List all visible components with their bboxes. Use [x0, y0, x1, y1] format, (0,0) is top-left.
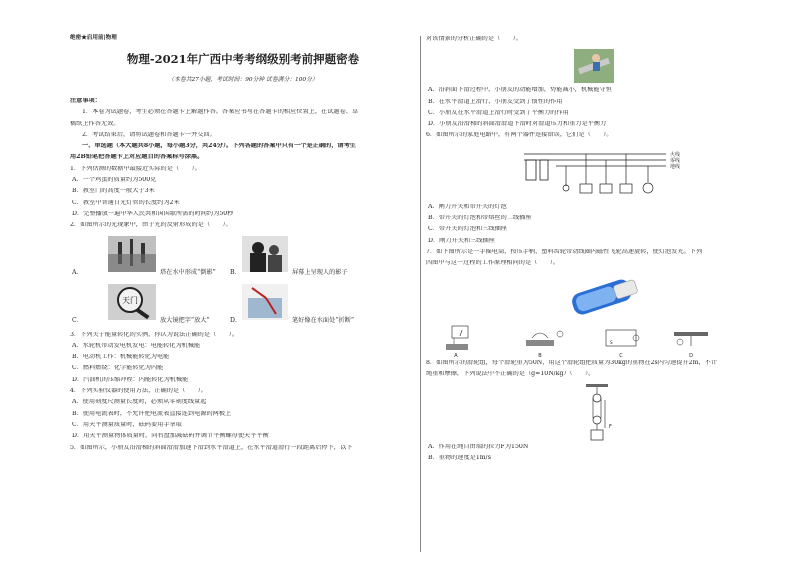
magnifier-photo — [108, 284, 156, 320]
q4-stem: 4．下列实验仪器的使用方法，正确的是（ ）。 — [70, 388, 207, 395]
q5-stem-continued: 对该情景的分析正确的是（ ）。 — [426, 36, 522, 42]
q6-option: D．闸刀开关和三线插座 — [428, 237, 495, 244]
q1-stem: 1．下列估测的数据中最接近实际的是（ ）。 — [70, 165, 201, 172]
q1-option: D．完整播放一遍中华人民共和国国歌所需的时间约为50秒 — [72, 210, 234, 217]
exam-meta: （本卷共27小题，考试时间：90分钟 试卷满分：100分） — [168, 77, 318, 83]
left-column — [70, 36, 416, 456]
notes-heading: 注意事项： — [70, 98, 101, 104]
q5-option: B．在水平滑道上滑行，小朋友受到了惯性的作用 — [428, 98, 563, 105]
wire-label-ground: 地线 — [670, 163, 681, 170]
q3-option: D．汽油机的压缩冲程：内能转化为机械能 — [72, 376, 189, 383]
q2-option-d-text: 笔好像在水面处“折断” — [292, 316, 355, 324]
q3-option: C．燃料燃烧：化学能转化为内能 — [72, 365, 164, 372]
q6-stem: 6．如图所示的家庭电路中，有两个器件连接错误，它们是（ ）。 — [426, 132, 613, 139]
q2-option-b-letter: B． — [230, 268, 241, 276]
q8-stem-continued: 绳重和摩擦，下列说法中不正确的是（g=10N/kg）（ ）。 — [426, 370, 595, 377]
q8-option: B．重物的速度是1m/s — [428, 455, 491, 462]
q7-option-figures — [426, 324, 772, 358]
tower-reflection-photo — [108, 236, 156, 272]
q1-option: C．教室中普通日光灯管的长度约为2米 — [72, 199, 180, 206]
note-line: 1．本卷为试题卷，考生必须在答题卡上解题作答。答案应书写在答题卡的相应位置上，在试题卷、草 — [82, 109, 359, 116]
shadow-screen-photo — [242, 236, 288, 272]
note-line: 2．考试结束后，请将试题卷和答题卡一并交回。 — [82, 131, 216, 138]
q7-figure-label: D — [689, 352, 693, 358]
q3-option: A．水轮机带动发电机发电：电能转化为机械能 — [72, 342, 201, 349]
q6-circuit-figure — [426, 146, 772, 202]
magnifier-text: 天门 — [122, 295, 138, 305]
column-divider — [420, 36, 421, 552]
q8-option: A．作用在绳自由端的拉力F为150N — [428, 444, 529, 451]
q5-figure — [426, 49, 772, 85]
right-column — [426, 36, 772, 467]
q6-option: A．闸刀开关和带开关的灯泡 — [428, 203, 507, 210]
q5-stem: 5．如图所示，小朋友沿滑梯的斜面滑滑加速下滑到水平滑道上，在水平滑道滑行一段距离后停下，以下 — [70, 444, 353, 451]
q1-option: B．教室门的高度一般大于3米 — [72, 188, 155, 195]
q5-option: C．小朋友在水平滑道上滑行时受到了平衡力的作用 — [428, 109, 569, 116]
q7-figure-label: A — [454, 352, 458, 358]
q3-stem: 3．下列关于能量转化的实例，你认为说法正确的是（ ）。 — [70, 331, 238, 338]
q7-figure-label: B — [538, 352, 542, 358]
q4-option: D．用天平测量物体质量时，向右盘加减砝码并调节平衡螺母使天平平衡 — [72, 433, 269, 440]
q7-figure-label: C — [619, 352, 623, 358]
q4-option: B．使用电流表时，不允许把电流表直接连到电源的两极上 — [72, 410, 232, 417]
q8-pulley-figure — [426, 384, 772, 442]
pencil-water-photo — [242, 284, 288, 320]
q2-stem: 2．如图所示的光现象中，由于光的反射形成的是（ ）。 — [70, 222, 232, 229]
q7-figure-d — [674, 332, 708, 358]
q2-option-c-text: 放大镜把字“放大” — [160, 316, 210, 324]
note-line: 稿纸上作答无效。 — [70, 120, 120, 127]
q7-figure-a — [446, 326, 468, 358]
q4-option: C．用天平测量质量时，砝码要用手拿取 — [72, 421, 182, 428]
q1-option: A．一个鸡蛋的质量约为500克 — [72, 177, 157, 184]
q7-stem: 7．如下图所示是一手摇电筒，按压手柄，塑料齿轮带动线圈内磁性飞轮高速旋转，使灯泡发光。下列 — [426, 248, 703, 255]
q5-option: D．小朋友沿滑梯的斜面滑滑道下滑时对滑道压力和重力是平衡力 — [428, 121, 607, 128]
q8-stem: 8．如图所示的滑轮组，每个滑轮重为50N，用这个滑轮组把质量为30kg的重物在2s内匀速提升2m，不计 — [426, 359, 718, 366]
q6-option: B．带开关的灯泡和带熔丝的二线插座 — [428, 215, 532, 222]
q6-option: C．带开关的灯泡和三线插座 — [428, 226, 507, 233]
pulley-force-label: F — [609, 424, 612, 431]
q2-option-a-letter: A． — [72, 268, 83, 276]
q2-option-a-text: 塔在水中形成“倒影” — [160, 268, 216, 276]
q2-option-c-letter: C． — [72, 316, 83, 324]
section-intro: 一、单选题（本大题共8小题，每小题3分，共24分）。下列各题的答案中只有一个是正确的，请考生 — [82, 143, 356, 150]
q5-option: A．沿斜面下滑过程中，小朋友的动能增加，势能减小，机械能守恒 — [428, 87, 612, 94]
q3-option: B．电动机工作：机械能转化为电能 — [72, 354, 170, 361]
q7-flashlight-figure — [426, 274, 772, 322]
section-intro: 用2B铅笔把答题卡上对应题目的答案标号涂黑。 — [70, 154, 204, 161]
q2-image-row-cd — [70, 284, 416, 330]
q7-figure-c — [606, 330, 639, 358]
page-title: 物理-2021年广西中考考纲级别考前押题密卷 — [126, 52, 360, 66]
q7-figure-b — [526, 331, 563, 358]
q7-stem-continued: 四图中与这一过程的工作原理相同的是（ ）。 — [426, 260, 560, 267]
slide-photo — [574, 49, 614, 83]
q2-image-row-ab — [70, 236, 416, 282]
svg-text:S: S — [610, 339, 613, 345]
q2-option-b-text: 屏幕上呈现人的影子 — [292, 268, 348, 276]
q4-option: A．使用刻度尺测量长度时，必须从零刻度线量起 — [72, 399, 207, 406]
wire-label-live: 火线 — [670, 151, 681, 158]
q2-option-d-letter: D． — [230, 316, 242, 324]
secret-label: 绝密★启用前|物理 — [70, 35, 117, 41]
wire-label-neutral: 零线 — [670, 157, 681, 164]
